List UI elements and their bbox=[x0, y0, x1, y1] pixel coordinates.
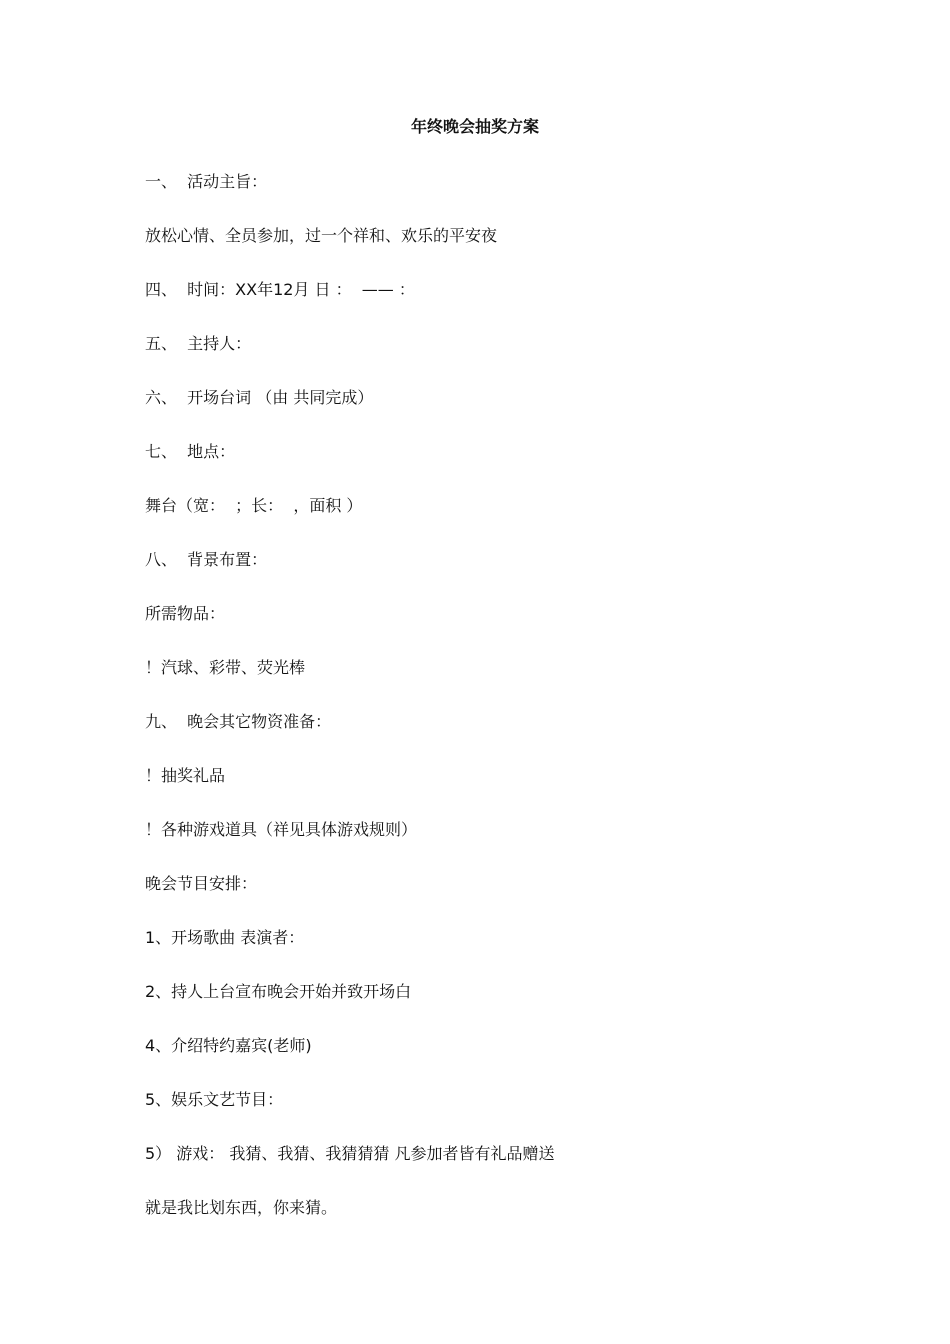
list-item-prizes: ！抽奖礼品 bbox=[145, 766, 226, 785]
program-item-5: 5、娱乐文艺节目： bbox=[145, 1090, 284, 1109]
section-heading-opening-speech: 六、 开场台词 （由 共同完成） bbox=[145, 388, 374, 407]
section-heading-location: 七、 地点： bbox=[145, 442, 236, 461]
section-heading-purpose: 一、 活动主旨： bbox=[145, 172, 268, 191]
required-items-label: 所需物品： bbox=[145, 604, 226, 623]
section-heading-background: 八、 背景布置： bbox=[145, 550, 268, 569]
list-item-decorations: ！汽球、彩带、荧光棒 bbox=[145, 658, 306, 677]
stage-size-text: 舞台（宽： ；长： ，面积 ） bbox=[145, 496, 363, 515]
program-item-2: 2、持人上台宣布晚会开始并致开场白 bbox=[145, 982, 412, 1001]
section-heading-materials: 九、 晚会其它物资准备： bbox=[145, 712, 332, 731]
program-schedule-label: 晚会节目安排： bbox=[145, 874, 258, 893]
program-item-1: 1、开场歌曲 表演者： bbox=[145, 928, 305, 947]
section-heading-host: 五、 主持人： bbox=[145, 334, 252, 353]
program-item-4: 4、介绍特约嘉宾(老师) bbox=[145, 1036, 312, 1055]
section-heading-time: 四、 时间：XX年12月 日 ： —— ： bbox=[145, 280, 415, 299]
document-title: 年终晚会抽奖方案 bbox=[410, 117, 539, 136]
purpose-text: 放松心情、全员参加，过一个祥和、欢乐的平安夜 bbox=[145, 226, 498, 245]
game-description: 就是我比划东西，你来猜。 bbox=[145, 1198, 338, 1217]
list-item-game-props: ！各种游戏道具（祥见具体游戏规则） bbox=[145, 820, 418, 839]
game-item: 5） 游戏： 我猜、我猜、我猜猜猜 凡参加者皆有礼品赠送 bbox=[145, 1144, 555, 1163]
